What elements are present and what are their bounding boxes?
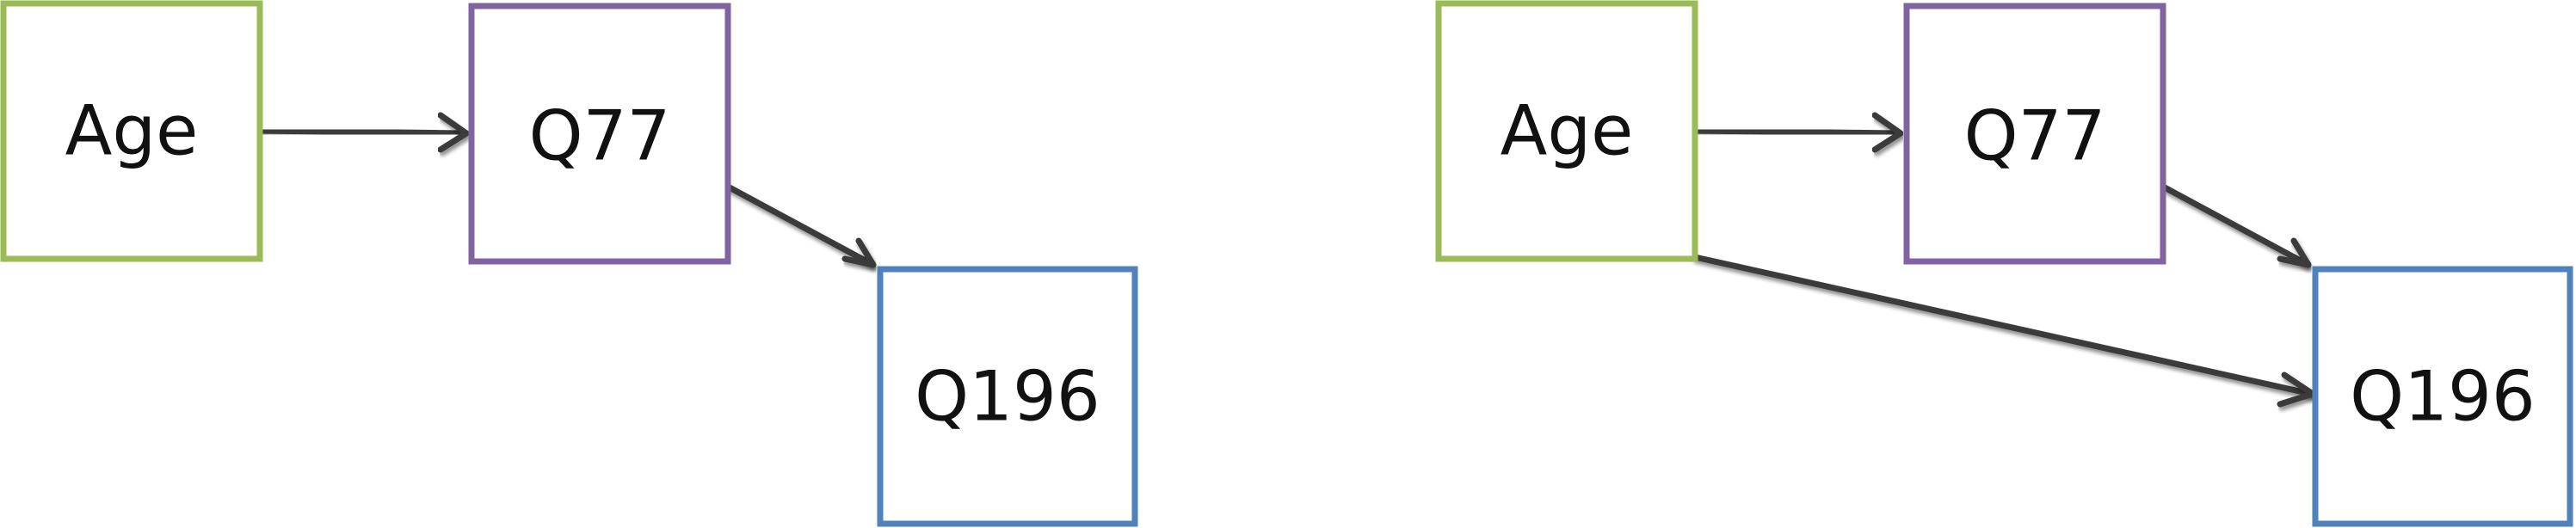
node-age-label: Age	[65, 90, 199, 171]
node-age	[1439, 3, 1695, 259]
edge-q77-to-q196	[728, 187, 873, 265]
node-q196	[880, 269, 1135, 524]
node-q77	[1907, 6, 2163, 261]
node-q196	[2315, 269, 2570, 524]
node-q196-label: Q196	[915, 356, 1100, 437]
node-q196-label: Q196	[2350, 356, 2536, 437]
node-q77	[471, 6, 728, 261]
node-q77-label: Q77	[1963, 95, 2106, 176]
edge-age-to-q196	[1695, 257, 2313, 404]
left-diagram	[3, 3, 1135, 524]
node-q77-label: Q77	[528, 95, 671, 176]
node-age-label: Age	[1500, 90, 1634, 171]
node-age	[3, 3, 260, 259]
edge-q77-to-q196	[2163, 187, 2308, 265]
edge-age-to-q77	[260, 115, 466, 150]
right-diagram	[1439, 3, 2570, 524]
edge-age-to-q77	[1695, 115, 1901, 150]
